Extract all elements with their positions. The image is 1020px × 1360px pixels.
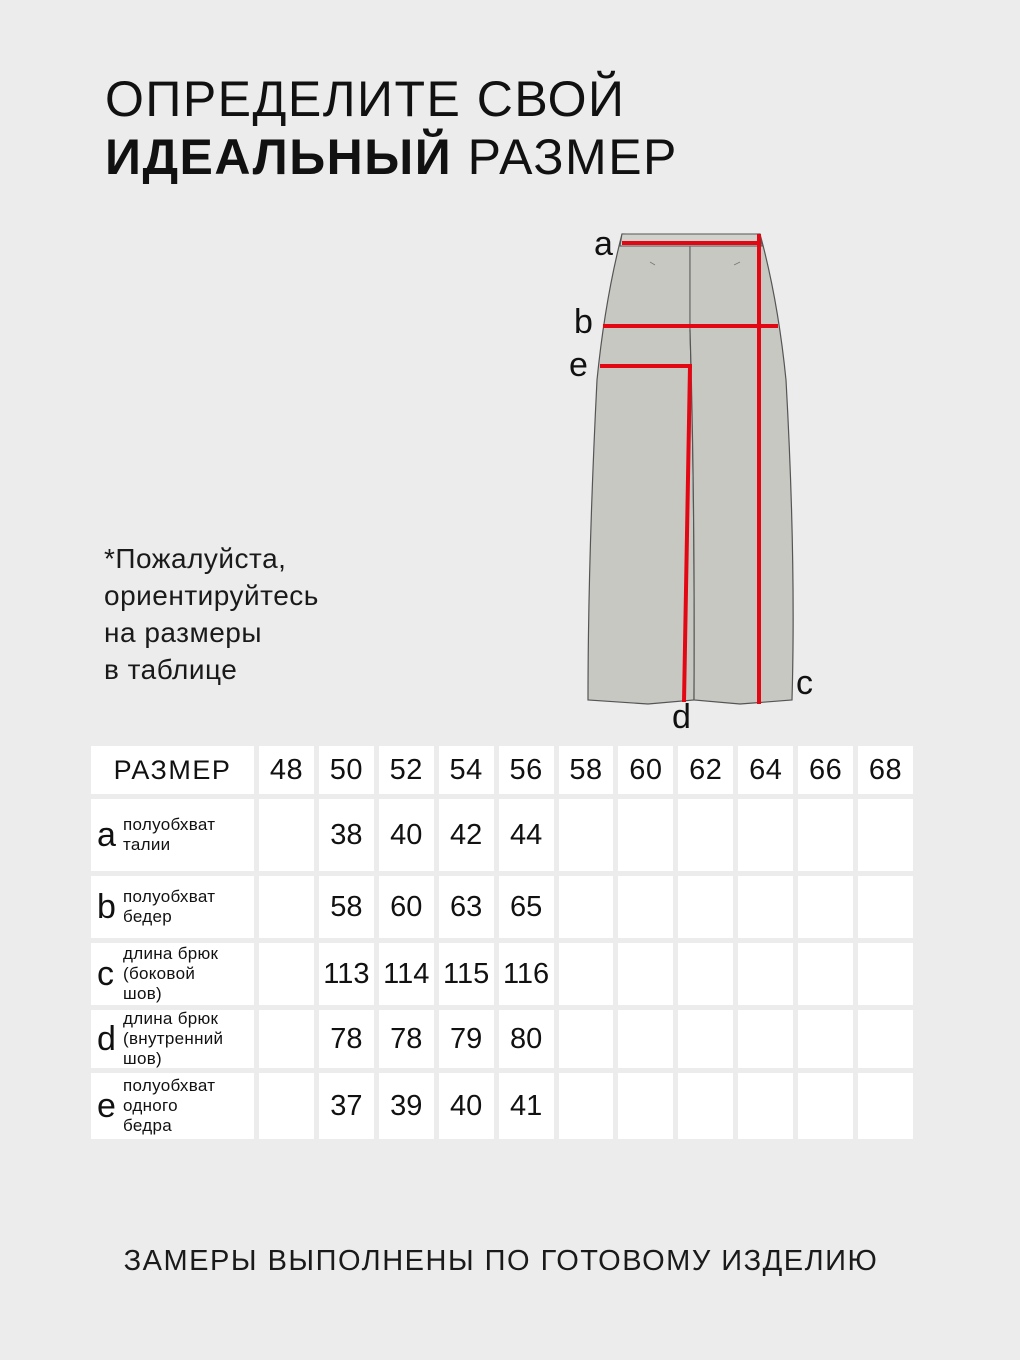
row-label-cell bbox=[91, 943, 254, 1005]
row-description-line: полуобхват bbox=[123, 815, 216, 834]
size-header-label: РАЗМЕР bbox=[91, 746, 254, 794]
row-letter: e bbox=[97, 1087, 116, 1125]
table-cell bbox=[259, 1010, 314, 1068]
size-header-cell: 66 bbox=[798, 746, 853, 794]
table-cell bbox=[858, 943, 913, 1005]
table-cell bbox=[858, 1073, 913, 1139]
footer-note: ЗАМЕРЫ ВЫПОЛНЕНЫ ПО ГОТОВОМУ ИЗДЕЛИЮ bbox=[123, 1245, 879, 1277]
table-cell: 39 bbox=[379, 1073, 434, 1139]
table-cell: 63 bbox=[439, 876, 494, 938]
table-cell: 38 bbox=[319, 799, 374, 871]
table-cell bbox=[678, 943, 733, 1005]
table-cell bbox=[618, 943, 673, 1005]
table-cell bbox=[618, 876, 673, 938]
size-header-cell: 56 bbox=[499, 746, 554, 794]
note-line: *Пожалуйста, bbox=[104, 543, 287, 574]
row-label-cell bbox=[91, 876, 254, 938]
table-cell bbox=[678, 799, 733, 871]
table-row bbox=[91, 799, 913, 871]
row-description bbox=[123, 887, 215, 927]
table-row bbox=[91, 1010, 913, 1068]
table-cell: 65 bbox=[499, 876, 554, 938]
title-line-2 bbox=[105, 128, 678, 186]
title-bold-word: ИДЕАЛЬНЫЙ bbox=[105, 129, 453, 185]
table-cell: 41 bbox=[499, 1073, 554, 1139]
diagram-label-b: b bbox=[574, 303, 593, 341]
table-row bbox=[91, 876, 913, 938]
size-header-cell: 64 bbox=[738, 746, 793, 794]
table-cell: 79 bbox=[439, 1010, 494, 1068]
size-header-cell: 50 bbox=[319, 746, 374, 794]
size-header-cell: 62 bbox=[678, 746, 733, 794]
table-cell bbox=[798, 799, 853, 871]
trousers-left-leg bbox=[588, 234, 694, 704]
table-cell bbox=[858, 876, 913, 938]
row-description bbox=[123, 815, 215, 855]
table-cell: 78 bbox=[319, 1010, 374, 1068]
table-cell: 58 bbox=[319, 876, 374, 938]
row-description-line: полуобхват bbox=[123, 887, 216, 906]
trousers-right-leg bbox=[690, 234, 793, 704]
table-cell bbox=[798, 876, 853, 938]
table-cell bbox=[798, 943, 853, 1005]
table-cell: 114 bbox=[379, 943, 434, 1005]
size-header-row bbox=[91, 746, 913, 794]
table-cell bbox=[259, 1073, 314, 1139]
title-line-1: ОПРЕДЕЛИТЕ СВОЙ bbox=[105, 71, 626, 127]
table-cell bbox=[559, 876, 614, 938]
table-cell: 37 bbox=[319, 1073, 374, 1139]
table-cell: 44 bbox=[499, 799, 554, 871]
table-cell bbox=[618, 1010, 673, 1068]
table-cell bbox=[559, 799, 614, 871]
table-cell: 116 bbox=[499, 943, 554, 1005]
row-description-line: длина брюк bbox=[123, 944, 219, 963]
note-line: в таблице bbox=[104, 654, 238, 685]
table-cell bbox=[738, 943, 793, 1005]
note-line: на размеры bbox=[104, 617, 263, 648]
row-letter: b bbox=[97, 888, 116, 926]
table-cell: 42 bbox=[439, 799, 494, 871]
table-cell bbox=[559, 1073, 614, 1139]
table-cell bbox=[259, 943, 314, 1005]
table-cell bbox=[618, 1073, 673, 1139]
row-description-line: (внутренний bbox=[123, 1029, 224, 1048]
table-cell bbox=[738, 799, 793, 871]
note-line: ориентируйтесь bbox=[104, 580, 319, 611]
row-description-line: длина брюк bbox=[123, 1009, 219, 1028]
row-description bbox=[123, 1009, 223, 1069]
row-description-line: шов) bbox=[123, 984, 162, 1003]
size-header-cell: 58 bbox=[559, 746, 614, 794]
table-cell bbox=[259, 876, 314, 938]
size-header-cell: 60 bbox=[618, 746, 673, 794]
table-cell bbox=[559, 943, 614, 1005]
title-regular-word: РАЗМЕР bbox=[467, 129, 678, 185]
row-label-cell bbox=[91, 1010, 254, 1068]
row-description-line: талии bbox=[123, 835, 171, 854]
row-label-cell bbox=[91, 799, 254, 871]
table-cell bbox=[678, 1073, 733, 1139]
size-note bbox=[104, 540, 319, 688]
diagram-label-a: a bbox=[594, 225, 613, 263]
table-cell bbox=[618, 799, 673, 871]
row-description bbox=[123, 944, 218, 1004]
row-description bbox=[123, 1076, 215, 1136]
row-description-line: (боковой bbox=[123, 964, 196, 983]
row-letter: a bbox=[97, 816, 116, 854]
row-label-cell bbox=[91, 1073, 254, 1139]
diagram-label-d: d bbox=[672, 698, 691, 736]
diagram-label-e: e bbox=[569, 346, 588, 384]
table-cell bbox=[559, 1010, 614, 1068]
table-cell bbox=[678, 1010, 733, 1068]
table-cell bbox=[259, 799, 314, 871]
table-cell: 78 bbox=[379, 1010, 434, 1068]
table-cell bbox=[798, 1073, 853, 1139]
table-cell bbox=[738, 1073, 793, 1139]
table-row bbox=[91, 1073, 913, 1139]
table-cell: 80 bbox=[499, 1010, 554, 1068]
size-table bbox=[86, 741, 918, 1144]
page-title bbox=[105, 70, 678, 186]
table-cell: 60 bbox=[379, 876, 434, 938]
table-cell bbox=[798, 1010, 853, 1068]
row-description-line: бедер bbox=[123, 907, 172, 926]
row-letter: d bbox=[97, 1020, 116, 1058]
row-description-line: одного bbox=[123, 1096, 178, 1115]
table-cell bbox=[678, 876, 733, 938]
row-description-line: бедра bbox=[123, 1116, 172, 1135]
size-header-cell: 68 bbox=[858, 746, 913, 794]
trousers-diagram bbox=[560, 220, 813, 740]
table-cell: 40 bbox=[439, 1073, 494, 1139]
row-description-line: полуобхват bbox=[123, 1076, 216, 1095]
table-cell bbox=[738, 1010, 793, 1068]
table-cell bbox=[738, 876, 793, 938]
row-letter: c bbox=[97, 955, 114, 993]
table-cell: 40 bbox=[379, 799, 434, 871]
size-header-cell: 54 bbox=[439, 746, 494, 794]
table-row bbox=[91, 943, 913, 1005]
size-header-cell: 52 bbox=[379, 746, 434, 794]
table-cell bbox=[858, 799, 913, 871]
size-header-cell: 48 bbox=[259, 746, 314, 794]
table-cell: 115 bbox=[439, 943, 494, 1005]
table-cell: 113 bbox=[319, 943, 374, 1005]
row-description-line: шов) bbox=[123, 1049, 162, 1068]
diagram-label-c: c bbox=[796, 664, 813, 702]
table-cell bbox=[858, 1010, 913, 1068]
